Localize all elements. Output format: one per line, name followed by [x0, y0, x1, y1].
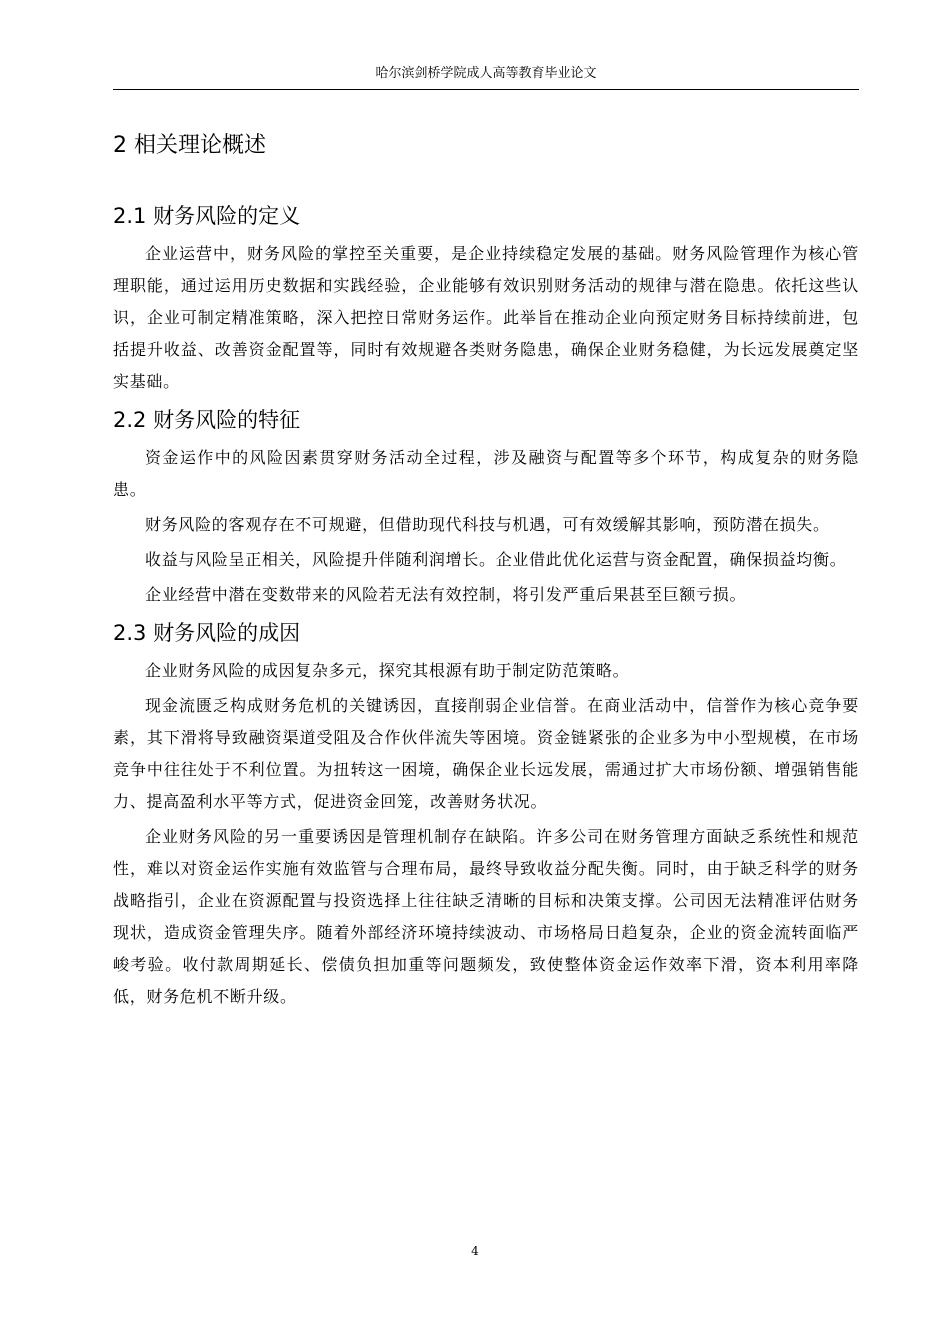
section-body-2-2	[113, 442, 859, 611]
paragraph: 资金运作中的风险因素贯穿财务活动全过程，涉及融资与配置等多个环节，构成复杂的财务隐患。	[113, 448, 859, 499]
page-header: 哈尔滨剑桥学院成人高等教育毕业论文	[375, 66, 597, 81]
paragraph: 企业财务风险的成因复杂多元，探究其根源有助于制定防范策略。	[145, 661, 630, 680]
section-title-2-1: 2.1 财务风险的定义	[113, 204, 301, 228]
page-number: 4	[471, 1244, 479, 1258]
paragraph: 企业运营中，财务风险的掌控至关重要，是企业持续稳定发展的基础。财务风险管理作为核心管理职能，通过运用历史数据和实践经验，企业能够有效识别财务活动的规律与潜在隐患。依托这些认识，企业可制定精准策略，深入把控日常财务运作。此举旨在推动企业向预定财务目标持续前进，包括提升收益、改善资金配置等，同时有效规避各类财务隐患，确保企业财务稳健，为长远发展奠定坚实基础。	[113, 244, 859, 391]
section-title-2-2: 2.2 财务风险的特征	[113, 408, 301, 432]
paragraph: 收益与风险呈正相关，风险提升伴随利润增长。企业借此优化运营与资金配置，确保损益均衡。	[145, 550, 847, 569]
paragraph: 企业经营中潜在变数带来的风险若无法有效控制，将引发严重后果甚至巨额亏损。	[145, 585, 747, 604]
chapter-title: 2 相关理论概述	[113, 133, 266, 158]
section-body-2-1	[113, 238, 859, 398]
paragraph: 现金流匮乏构成财务危机的关键诱因，直接削弱企业信誉。在商业活动中，信誉作为核心竞争要素，其下滑将导致融资渠道受阻及合作伙伴流失等困境。资金链紧张的企业多为中小型规模，在市场竞争中往往处于不利位置。为扭转这一困境，确保企业长远发展，需通过扩大市场份额、增强销售能力、提高盈利水平等方式，促进资金回笼，改善财务状况。	[113, 696, 859, 811]
paragraph: 企业财务风险的另一重要诱因是管理机制存在缺陷。许多公司在财务管理方面缺乏系统性和规范性，难以对资金运作实施有效监管与合理布局，最终导致收益分配失衡。同时，由于缺乏科学的财务战略指引，企业在资源配置与投资选择上往往缺乏清晰的目标和决策支撑。公司因无法精准评估财务现状，造成资金管理失序。随着外部经济环境持续波动、市场格局日趋复杂，企业的资金流转面临严峻考验。收付款周期延长、偿债负担加重等问题频发，致使整体资金运作效率下滑，资本利用率降低，财务危机不断升级。	[113, 827, 859, 1006]
page-content	[113, 120, 859, 1013]
paragraph: 财务风险的客观存在不可规避，但借助现代科技与机遇，可有效缓解其影响，预防潜在损失。	[145, 515, 830, 534]
section-title-2-3: 2.3 财务风险的成因	[113, 621, 301, 645]
header-divider	[113, 89, 859, 90]
section-body-2-3	[113, 655, 859, 1013]
